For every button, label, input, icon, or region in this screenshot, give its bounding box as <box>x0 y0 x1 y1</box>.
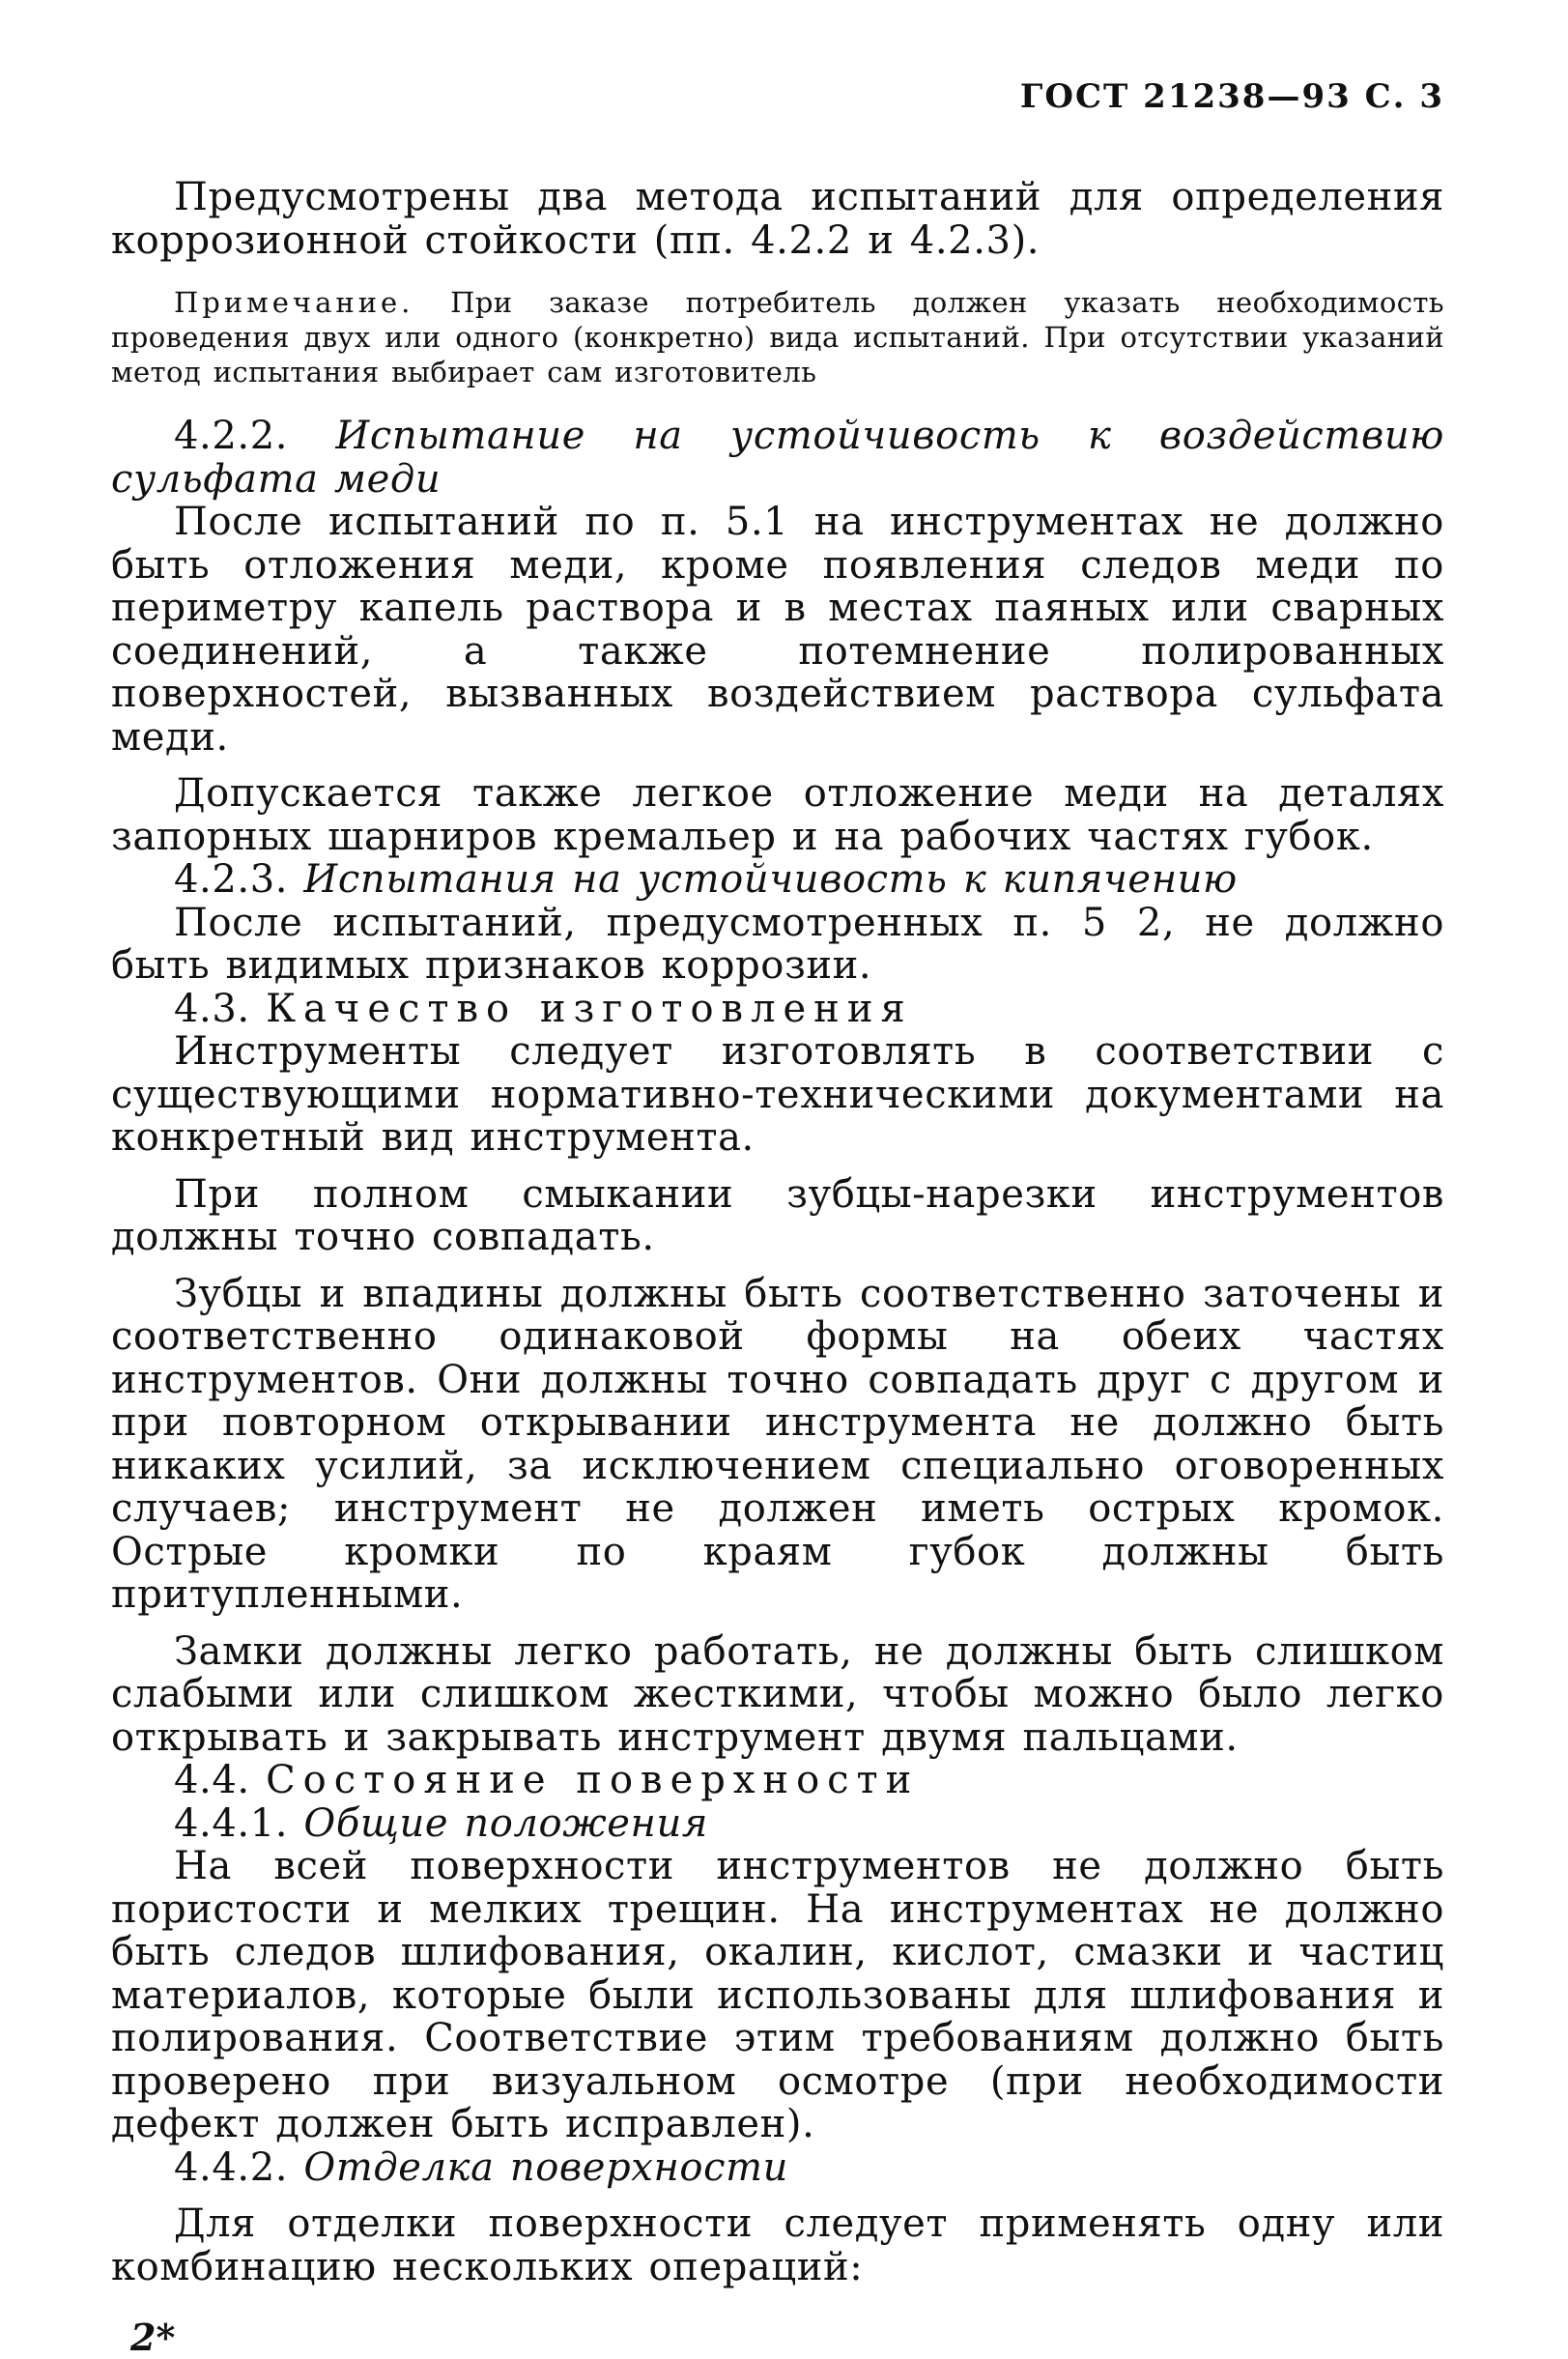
paragraph-locks: Замки должны легко работать, не должны быть слишком слабыми или слишком жесткими, чтобы можно было легко открывать и закрывать инструмент двумя пальцами. <box>111 1628 1444 1760</box>
paragraph-serrations: При полном смыкании зубцы-нарезки инструментов должны точно совпадать. <box>111 1171 1444 1259</box>
section-title: Отделка поверхности <box>303 2144 788 2190</box>
paragraph-surface-general: На всей поверхности инструментов не должно быть пористости и мелких трещин. На инструментах не должно быть следов шлифования, окалин, кислот, смазки и частиц материалов, которые были использованы для шлифования и полирования. Соответствие этим требованиям должно быть проверено при визуальном осмотре (при необходимости дефект должен быть исправлен). <box>111 1844 1444 2146</box>
note-label: Примечание. <box>174 286 414 319</box>
section-4-2-2-heading <box>111 415 1444 501</box>
section-title: Испытание на устойчивость к воздействию сульфата меди <box>111 414 1444 502</box>
section-4-4-1-heading <box>111 1802 1444 1846</box>
section-4-2-3-heading <box>111 858 1444 902</box>
section-title: Общие положения <box>303 1800 708 1846</box>
paragraph-boiling-test: После испытаний, предусмотренных п. 5 2, не должно быть видимых признаков коррозии. <box>111 900 1444 988</box>
section-number: 4.4.2. <box>174 2144 289 2190</box>
section-number: 4.4.1. <box>174 1800 289 1846</box>
paragraph-teeth: Зубцы и впадины должны быть соответственно заточены и соответственно одинаковой формы на обеих частях инструментов. Они должны точно совпадать друг с другом и при повторном открывании инструмента не должно быть никаких усилий, за исключением специально оговоренных случаев; инструмент не должен иметь острых кромок. Острые кромки по краям губок должны быть притупленными. <box>111 1271 1444 1617</box>
paragraph-manufacturing-standards: Инструменты следует изготовлять в соответствии с существующими нормативно-техническими документами на конкретный вид инструмента. <box>111 1029 1444 1160</box>
section-number: 4.3. <box>174 986 250 1031</box>
section-title: Качество изготовления <box>266 986 913 1031</box>
section-number: 4.4. <box>174 1758 250 1802</box>
section-4-4-2-heading <box>111 2146 1444 2190</box>
page-header: ГОСТ 21238—93 С. 3 <box>1019 77 1444 116</box>
paragraph-surface-finishing: Для отделки поверхности следует применять одну или комбинацию нескольких операций: <box>111 2201 1444 2289</box>
section-4-4-heading <box>111 1759 1444 1802</box>
section-number: 4.2.2. <box>174 414 289 458</box>
paragraph-test-methods: Предусмотрены два метода испытаний для определения коррозионной стойкости (пп. 4.2.2 и 4.2.3). <box>111 175 1444 263</box>
document-page <box>111 77 1444 2359</box>
signature-mark: 2* <box>130 2316 176 2359</box>
note-paragraph <box>111 285 1444 389</box>
section-number: 4.2.3. <box>174 857 289 902</box>
section-4-3-heading <box>111 988 1444 1031</box>
section-title: Состояние поверхности <box>266 1758 920 1802</box>
section-title: Испытания на устойчивость к кипячению <box>303 857 1238 902</box>
note-text: При заказе потребитель должен указать необходимость проведения двух или одного (конкретно) вида испытаний. При отсутствии указаний метод испытания выбирает сам изготовитель <box>111 286 1444 388</box>
paragraph-copper-sulfate: После испытаний по п. 5.1 на инструментах не должно быть отложения меди, кроме появления следов меди по периметру капель раствора и в местах паяных или сварных соединений, а также потемнение полированных поверхностей, вызванных воздействием раствора сульфата меди. <box>111 500 1444 760</box>
paragraph-copper-allowance: Допускается также легкое отложение меди на деталях запорных шарниров кремальер и на рабочих частях губок. <box>111 771 1444 859</box>
